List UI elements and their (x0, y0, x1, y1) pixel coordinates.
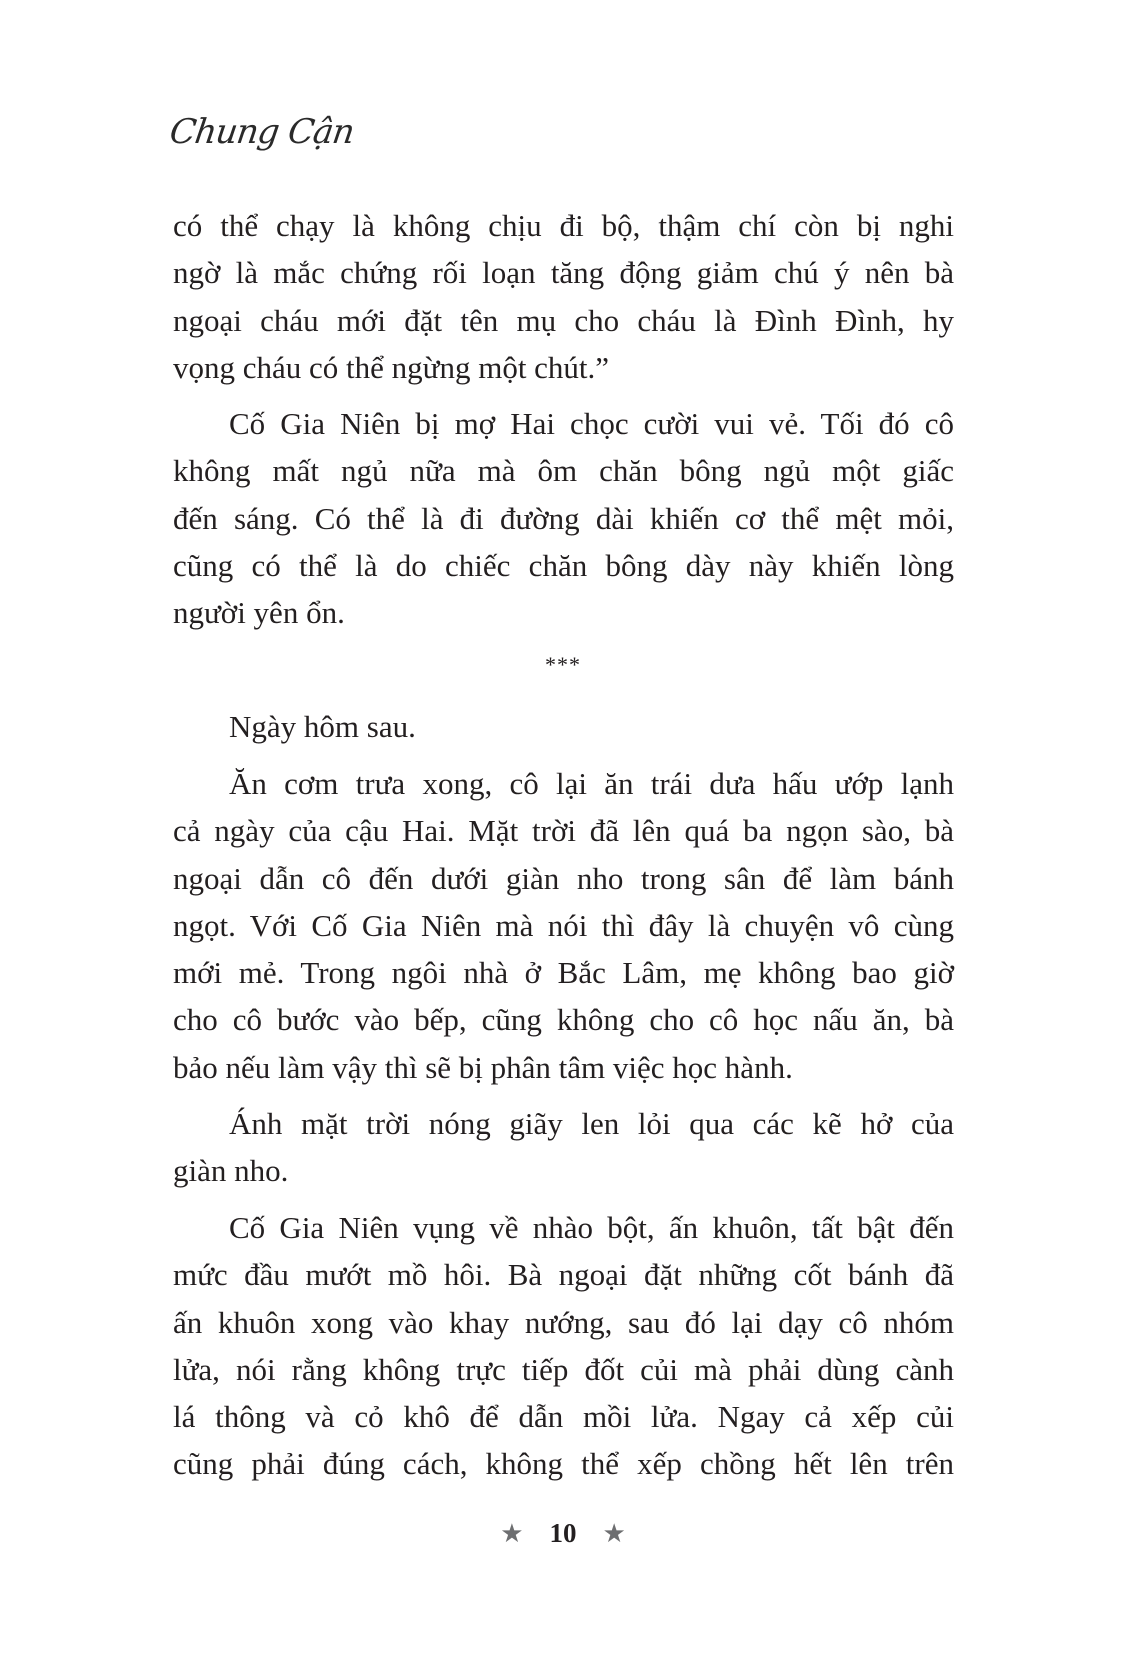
text-line: lá thông và cỏ khô để dẫn mồi lửa. Ngay cả xếp củi (173, 1399, 954, 1435)
text-line: bảo nếu làm vậy thì sẽ bị phân tâm việc học hành. (173, 1049, 793, 1085)
text-line: cũng phải đúng cách, không thể xếp chồng hết lên trên (173, 1446, 954, 1482)
text-line: ngọt. Với Cố Gia Niên mà nói thì đây là chuyện vô cùng (173, 907, 954, 943)
text-line: ấn khuôn xong vào khay nướng, sau đó lại dạy cô nhóm (173, 1304, 954, 1340)
text-line: ngờ là mắc chứng rối loạn tăng động giảm chú ý nên bà (173, 255, 954, 291)
page-number: 10 (549, 1518, 577, 1548)
text-line: cũng có thể là do chiếc chăn bông dày này khiến lòng (173, 547, 954, 583)
text-line: vọng cháu có thể ngừng một chút.” (173, 349, 610, 385)
page-footer (0, 1518, 1126, 1549)
text-line: không mất ngủ nữa mà ôm chăn bông ngủ một giấc (173, 453, 954, 489)
text-line: Ăn cơm trưa xong, cô lại ăn trái dưa hấu ướp lạnh (229, 766, 954, 801)
text-line: mới mẻ. Trong ngôi nhà ở Bắc Lâm, mẹ không bao giờ (173, 955, 954, 991)
text-line: cả ngày của cậu Hai. Mặt trời đã lên quá ba ngọn sào, bà (173, 813, 954, 849)
star-icon: ★ (602, 1518, 626, 1548)
paragraph (173, 703, 954, 750)
text-line: cho cô bước vào bếp, cũng không cho cô học nấu ăn, bà (173, 1002, 954, 1038)
star-icon: ★ (500, 1518, 524, 1548)
section-break: *** (545, 652, 581, 677)
text-line: có thể chạy là không chịu đi bộ, thậm chí còn bị nghi (173, 208, 954, 243)
text-line: lửa, nói rằng không trực tiếp đốt củi mà phải dùng cành (173, 1351, 954, 1387)
paragraph (173, 760, 954, 1091)
paragraph (173, 400, 954, 636)
text-line: Ánh mặt trời nóng giãy len lỏi qua các kẽ hở của (229, 1106, 954, 1141)
running-head: Chung Cận (167, 112, 357, 152)
text-line: mức đầu mướt mồ hôi. Bà ngoại đặt những cốt bánh đã (173, 1257, 954, 1293)
paragraph (173, 1204, 954, 1488)
text-line: đến sáng. Có thể là đi đường dài khiến cơ thể mệt mỏi, (173, 500, 954, 536)
text-line: Ngày hôm sau. (229, 709, 416, 744)
text-line: giàn nho. (173, 1153, 289, 1189)
text-line: ngoại cháu mới đặt tên mụ cho cháu là Đình Đình, hy (173, 302, 954, 338)
text-line: người yên ổn. (173, 595, 345, 631)
paragraph (173, 1100, 954, 1195)
paragraph (173, 202, 954, 391)
text-line: ngoại dẫn cô đến dưới giàn nho trong sân để làm bánh (173, 860, 954, 896)
text-line: Cố Gia Niên vụng về nhào bột, ấn khuôn, tất bật đến (229, 1210, 954, 1245)
text-line: Cố Gia Niên bị mợ Hai chọc cười vui vẻ. Tối đó cô (229, 406, 954, 441)
